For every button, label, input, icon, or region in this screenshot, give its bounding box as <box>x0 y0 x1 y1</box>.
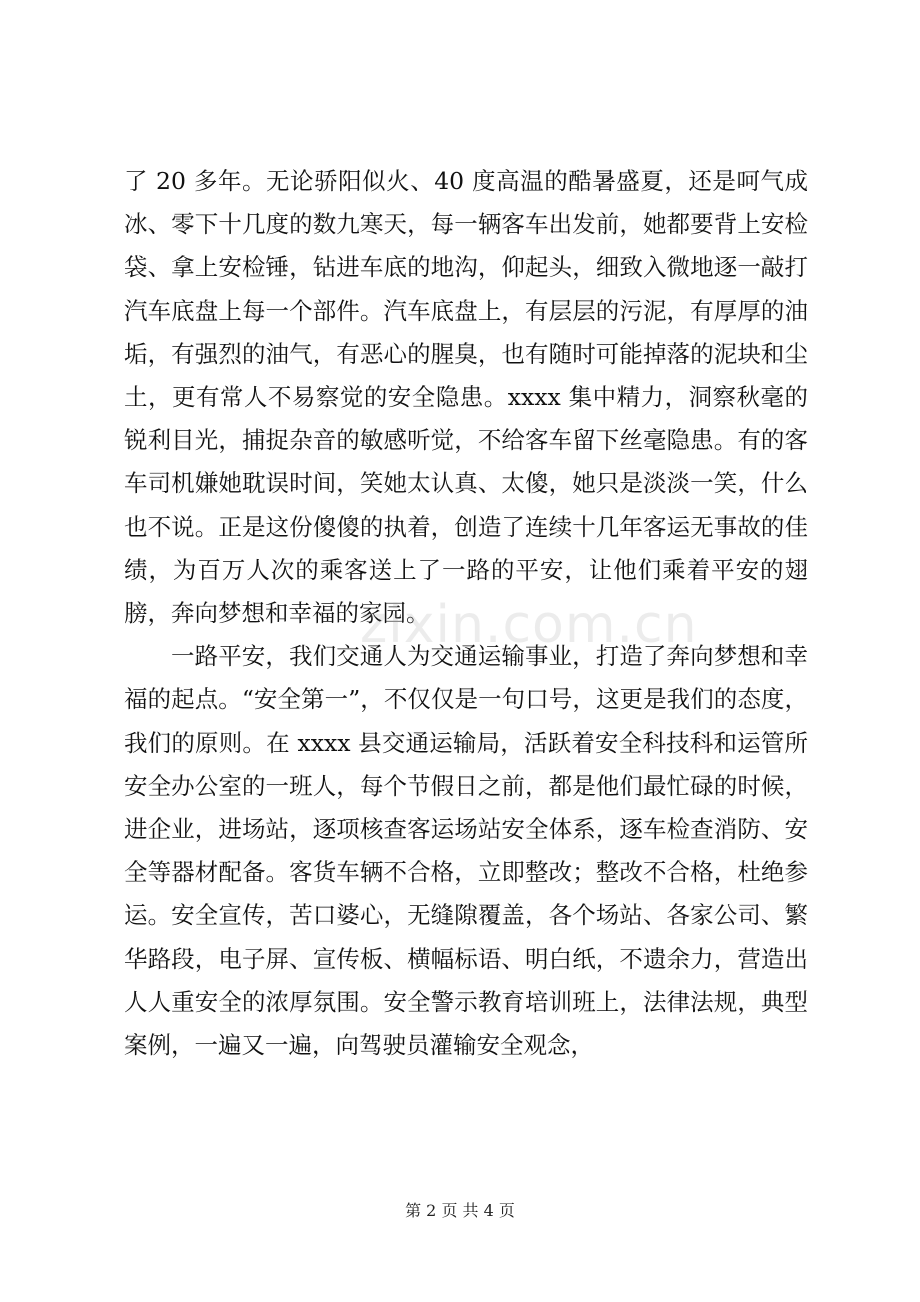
watermark-text: zixin.com.cn <box>360 595 698 655</box>
paragraph-2: 一路平安，我们交通人为交通运输事业，打造了奔向梦想和幸福的起点。“安全第一”，不仅仅是一句口号，这更是我们的态度，我们的原则。在 xxxx 县交通运输局，活跃着安全科技科和运管所安全办公室的一班人，每个节假日之前，都是他们最忙碌的时候，进企业，进场站，逐项核查客运场站安全体系，逐车检查消防、安全等器材配备。客货车辆不合格，立即整改；整改不合格，杜绝参运。安全宣传，苦口婆心，无缝隙覆盖，各个场站、各家公司、繁华路段，电子屏、宣传板、横幅标语、明白纸，不遗余力，营造出人人重安全的浓厚氛围。安全警示教育培训班上，法律法规，典型案例，一遍又一遍，向驾驶员灌输安全观念， <box>124 642 808 1060</box>
page-footer: 第 2 页 共 4 页 <box>405 1201 515 1220</box>
document-body <box>124 160 808 1067</box>
paragraph-1: 了 20 多年。无论骄阳似火、40 度高温的酷暑盛夏，还是呵气成冰、零下十几度的数九寒天，每一辆客车出发前，她都要背上安检袋、拿上安检锤，钻进车底的地沟，仰起头，细致入微地逐一敲打汽车底盘上每一个部件。汽车底盘上，有层层的污泥，有厚厚的油垢，有强烈的油气，有恶心的腥臭，也有随时可能掉落的泥块和尘土，更有常人不易察觉的安全隐患。xxxx 集中精力，洞察秋毫的锐利目光，捕捉杂音的敏感听觉，不给客车留下丝毫隐患。有的客车司机嫌她耽误时间，笑她太认真、太傻，她只是淡淡一笑，什么也不说。正是这份傻傻的执着，创造了连续十几年客运无事故的佳绩，为百万人次的乘客送上了一路的平安，让他们乘着平安的翅膀，奔向梦想和幸福的家园。 <box>124 167 808 628</box>
